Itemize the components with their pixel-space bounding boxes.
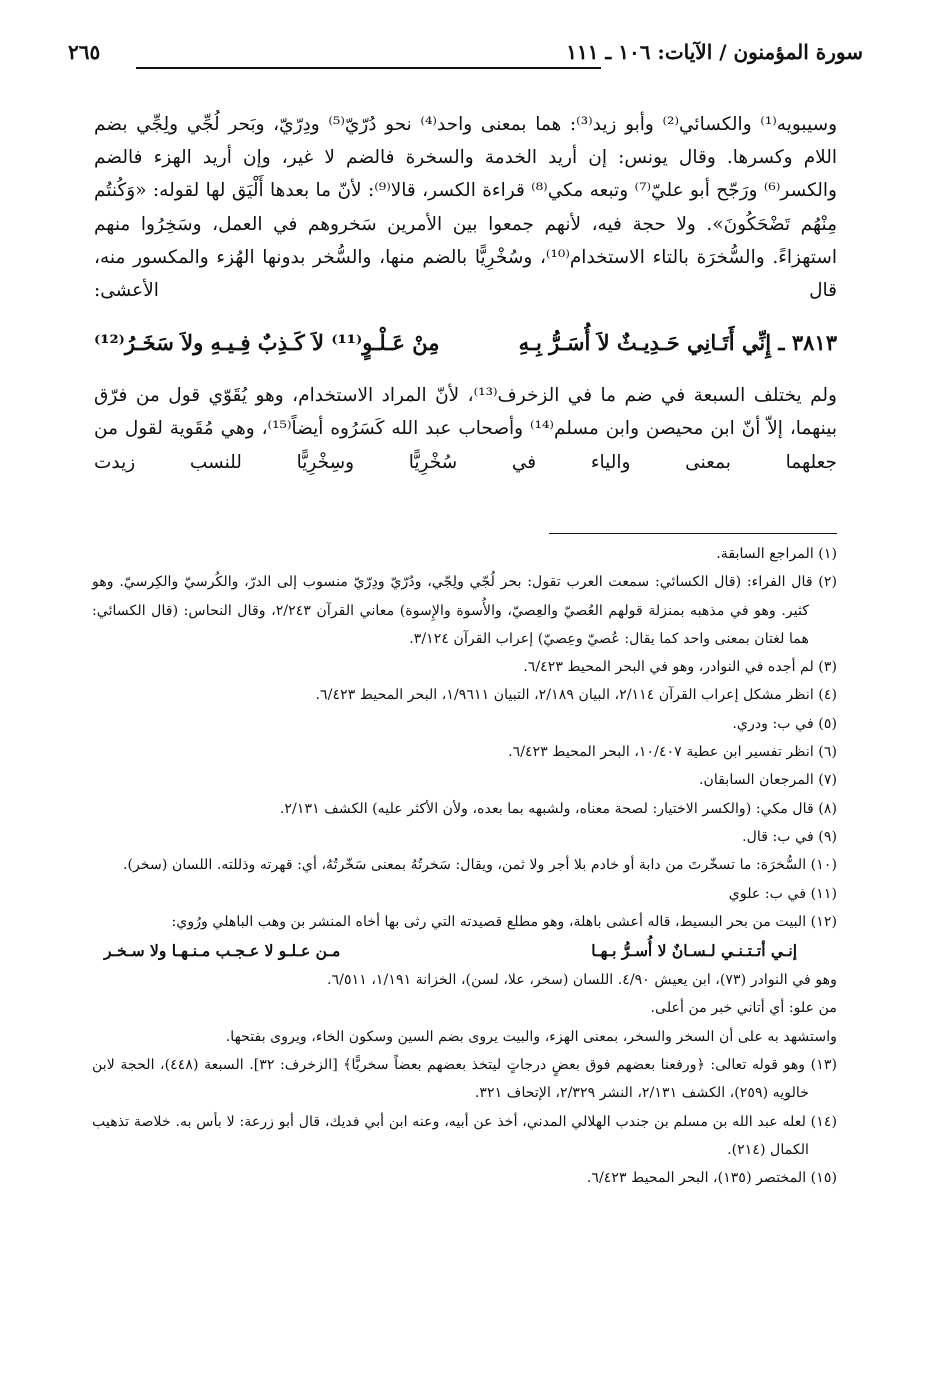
footnote-15: (١٥) المختصر (١٣٥)، البحر المحيط ٦/٤٢٣. — [586, 1170, 837, 1187]
footnote-12: (١٢) البيت من بحر البسيط، قاله أعشى باهلة، وهو مطلع قصيدته التي رثى بها أخاه المنشر بن وهب الباهلي ورُوي: — [171, 913, 837, 930]
footnote-6: (٦) انظر تفسير ابن عطية ١٠/٤٠٧، البحر المحيط ٦/٤٢٣. — [508, 744, 837, 761]
main-text — [94, 108, 837, 497]
poem-first-hemistich: إنـي أتـتـنـي لـسـانٌ لا أُسـرُّ بـهـا — [591, 941, 797, 961]
footnote-12-note: واستشهد به على أن السخر والسخر، بمعنى الهزء، والبيت يروى بضم السين وسكون الخاء، ويروى بفتحها. — [225, 1028, 837, 1045]
page-number: ٢٦٥ — [68, 40, 101, 64]
footnote-13: (١٣) وهو قوله تعالى: ﴿ورفعنا بعضهم فوق بعضٍ درجاتٍ ليتخذ بعضهم بعضاً سخريًّا﴾ [الزخرف: ٣٢]. السبعة (٤٤٨)، الحجة لابن خالويه (٢٥٩)، الكشف ٢/١٣١، النشر ٢/٣٢٩، الإتحاف ٣٢١. — [92, 1057, 837, 1102]
footnote-5: (٥) في ب: ودري. — [732, 715, 837, 732]
running-title: سورة المؤمنون / الآيات: ١٠٦ ـ ١١١ — [566, 40, 863, 64]
footnote-12-gloss: من علو: أي أتاني خبر من أعلى. — [650, 1000, 837, 1017]
page-header — [68, 40, 863, 74]
verse-first-hemistich — [519, 325, 837, 361]
footnotes — [92, 540, 837, 1193]
main-paragraph-1: وسيبويه⁽¹⁾ والكسائي⁽²⁾ وأبو زيد⁽³⁾: هما بمعنى واحد⁽⁴⁾ نحو دُرّيّ⁽⁵⁾ ودِرّيّ، وبَحر لُجِّي ولِجِّي بضم اللام وكسرها. وقال يونس: إن أريد الخدمة والسخرة فالضم لا غير، وإن أريد الهزء فالضم والكسر⁽⁶⁾ ورَجّح أبو عليّ⁽⁷⁾ وتبعه مكي⁽⁸⁾ قراءة الكسر، قالا⁽⁹⁾: لأنّ ما بعدها أَلْيَق لها لقوله: «وَكُنتُم مِنْهُم تَضْحَكُونَ». ولا حجة فيه، لأنهم جمعوا بين الأمرين سَخروهم في العمل، وسَخِرُوا منهم استهزاءً. والسُّخرَة بالتاء الاستخدام⁽¹⁰⁾، وسُخْرِيًّا بالضم منها، والسُّخر بدونها الهُزء والمكسور منه، قال الأعشى: — [94, 114, 838, 302]
footnote-10: (١٠) السُّخرَة: ما تسخّرتَ من دابة أو خادم بلا أجر ولا ثمن، ويقال: سَخرتُهُ بمعنى سَخّرتُهُ، أي: قهرته وذللته. اللسان (سخر). — [122, 857, 837, 874]
main-paragraph-2: ولم يختلف السبعة في ضم ما في الزخرف⁽¹³⁾، لأنّ المراد الاستخدام، وهو يُقَوّي قول من فرّق بينهما، إلاّ أنّ ابن محيصن وابن مسلم⁽¹⁴⁾ وأصحاب عبد الله كَسَرُوه أيضاً⁽¹⁵⁾، وهي مُقَوية لقول من جعلهما بمعنى والياء في سُخْرِيًّا وسِخْرِيًّا للنسب زيدت — [94, 385, 837, 473]
footnote-9: (٩) في ب: قال. — [742, 828, 837, 845]
footnote-8: (٨) قال مكي: (والكسر الاختيار: لصحة معناه، ولشبهه بما بعده، ولأن الأكثر عليه) الكشف ٢/١٣١. — [279, 800, 837, 817]
header-rule — [136, 67, 601, 69]
footnote-14: (١٤) لعله عبد الله بن مسلم بن جندب الهلالي المدني، أخذ عن أبيه، وعنه ابن أبي فديك، قال أبو زرعة: لا بأس به. خلاصة تذهيب الكمال (٢١٤). — [92, 1113, 837, 1158]
footnote-separator — [549, 533, 837, 534]
poem-second-hemistich: مـن عـلـو لا عـجـب مـنـهـا ولا سـخـر — [104, 941, 341, 961]
footnote-7: (٧) المرجعان السابقان. — [699, 772, 837, 789]
footnote-2: (٢) قال الفراء: (قال الكسائي: سمعت العرب تقول: بحر لُجّي ولِجّي، ودُرّيّ ودِرّيّ منسوب إلى الدرّ، والكُرسيّ والكِرسيّ. وهو كثير. وهو في مذهبه بمنزلة قولهم العُصيّ والعِصيّ، والأُسوة والإِسوة) معاني القرآن ٢/٢٤٣، وقال النحاس: (قال الكسائي: هما لغتان بمعنى واحد كما يقال: عُصيّ وعِصيّ) إعراب القرآن ٣/١٢٤. — [92, 574, 837, 647]
footnote-11: (١١) في ب: علوي — [728, 885, 837, 902]
footnote-1: (١) المراجع السابقة. — [716, 546, 837, 562]
verse-number: ٣٨١٣ ـ — [778, 330, 837, 356]
verse-first-text: إِنِّي أَتَـانِي حَـدِيـثٌ لاَ أُسَـرُّ بِـهِ — [518, 330, 772, 356]
footnote-12-source: وهو في النوادر (٧٣)، ابن يعيش ٤/٩٠. اللسان (سخر، علا، لسن)، الخزانة ١/١٩١، ٦/٥١١. — [327, 972, 837, 989]
footnote-4: (٤) انظر مشكل إعراب القرآن ٢/١١٤، البيان ٢/١٨٩، التبيان ١/٩٦١١، البحر المحيط ٦/٤٢٣. — [315, 687, 837, 704]
footnote-3: (٣) لم أجده في النوادر، وهو في البحر المحيط ٦/٤٢٣. — [523, 659, 837, 676]
footnote-12-poem — [92, 936, 837, 966]
poetry-verse — [94, 325, 837, 361]
verse-second-hemistich: مِنْ عَـلْـوٍ⁽¹¹⁾ لاَ كَـذِبٌ فِـيـهِ ولاَ سَخَـرُ⁽¹²⁾ — [94, 330, 440, 356]
